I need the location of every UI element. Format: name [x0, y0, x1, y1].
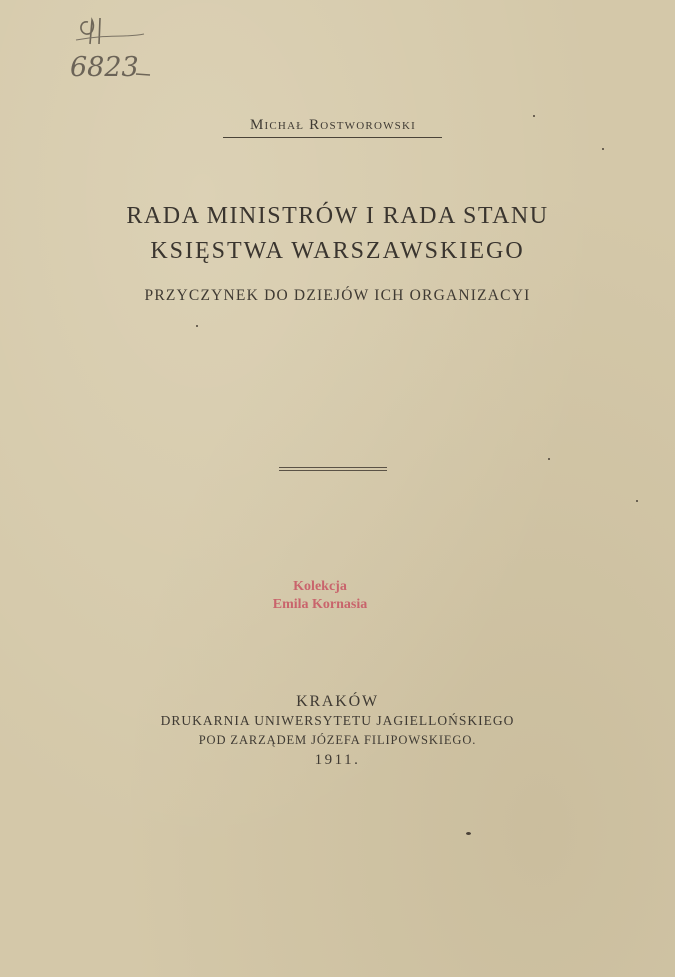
stamp-line-1: Kolekcja — [293, 579, 347, 594]
subtitle: PRZYCZYNEK DO DZIEJÓW ICH ORGANIZACYI — [144, 287, 531, 304]
svg-text:6823: 6823 — [70, 52, 139, 83]
imprint-year: 1911. — [314, 752, 361, 768]
title-line-2: KSIĘSTWA WARSZAWSKIEGO — [150, 238, 525, 264]
divider-rule-top — [279, 467, 387, 468]
handwritten-shelf-mark — [66, 4, 156, 84]
imprint-printer: DRUKARNIA UNIWERSYTETU JAGIELLOŃSKIEGO — [160, 713, 515, 728]
imprint-management: POD ZARZĄDEM JÓZEFA FILIPOWSKIEGO. — [198, 733, 477, 747]
paper-speck — [636, 500, 638, 502]
stamp-line-2: Emila Kornasia — [272, 597, 368, 612]
paper-speck — [548, 458, 550, 460]
paper-speck — [602, 148, 604, 150]
paper-speck — [466, 832, 471, 835]
author-name: Michał Rostworowski — [250, 117, 416, 133]
title-line-1: RADA MINISTRÓW I RADA STANU — [126, 203, 549, 229]
paper-speck — [533, 115, 535, 117]
divider-rule-bottom — [279, 470, 387, 471]
collection-stamp — [240, 578, 400, 614]
paper-speck — [196, 325, 198, 327]
imprint-place: KRAKÓW — [296, 693, 379, 710]
author-underline — [223, 137, 442, 138]
